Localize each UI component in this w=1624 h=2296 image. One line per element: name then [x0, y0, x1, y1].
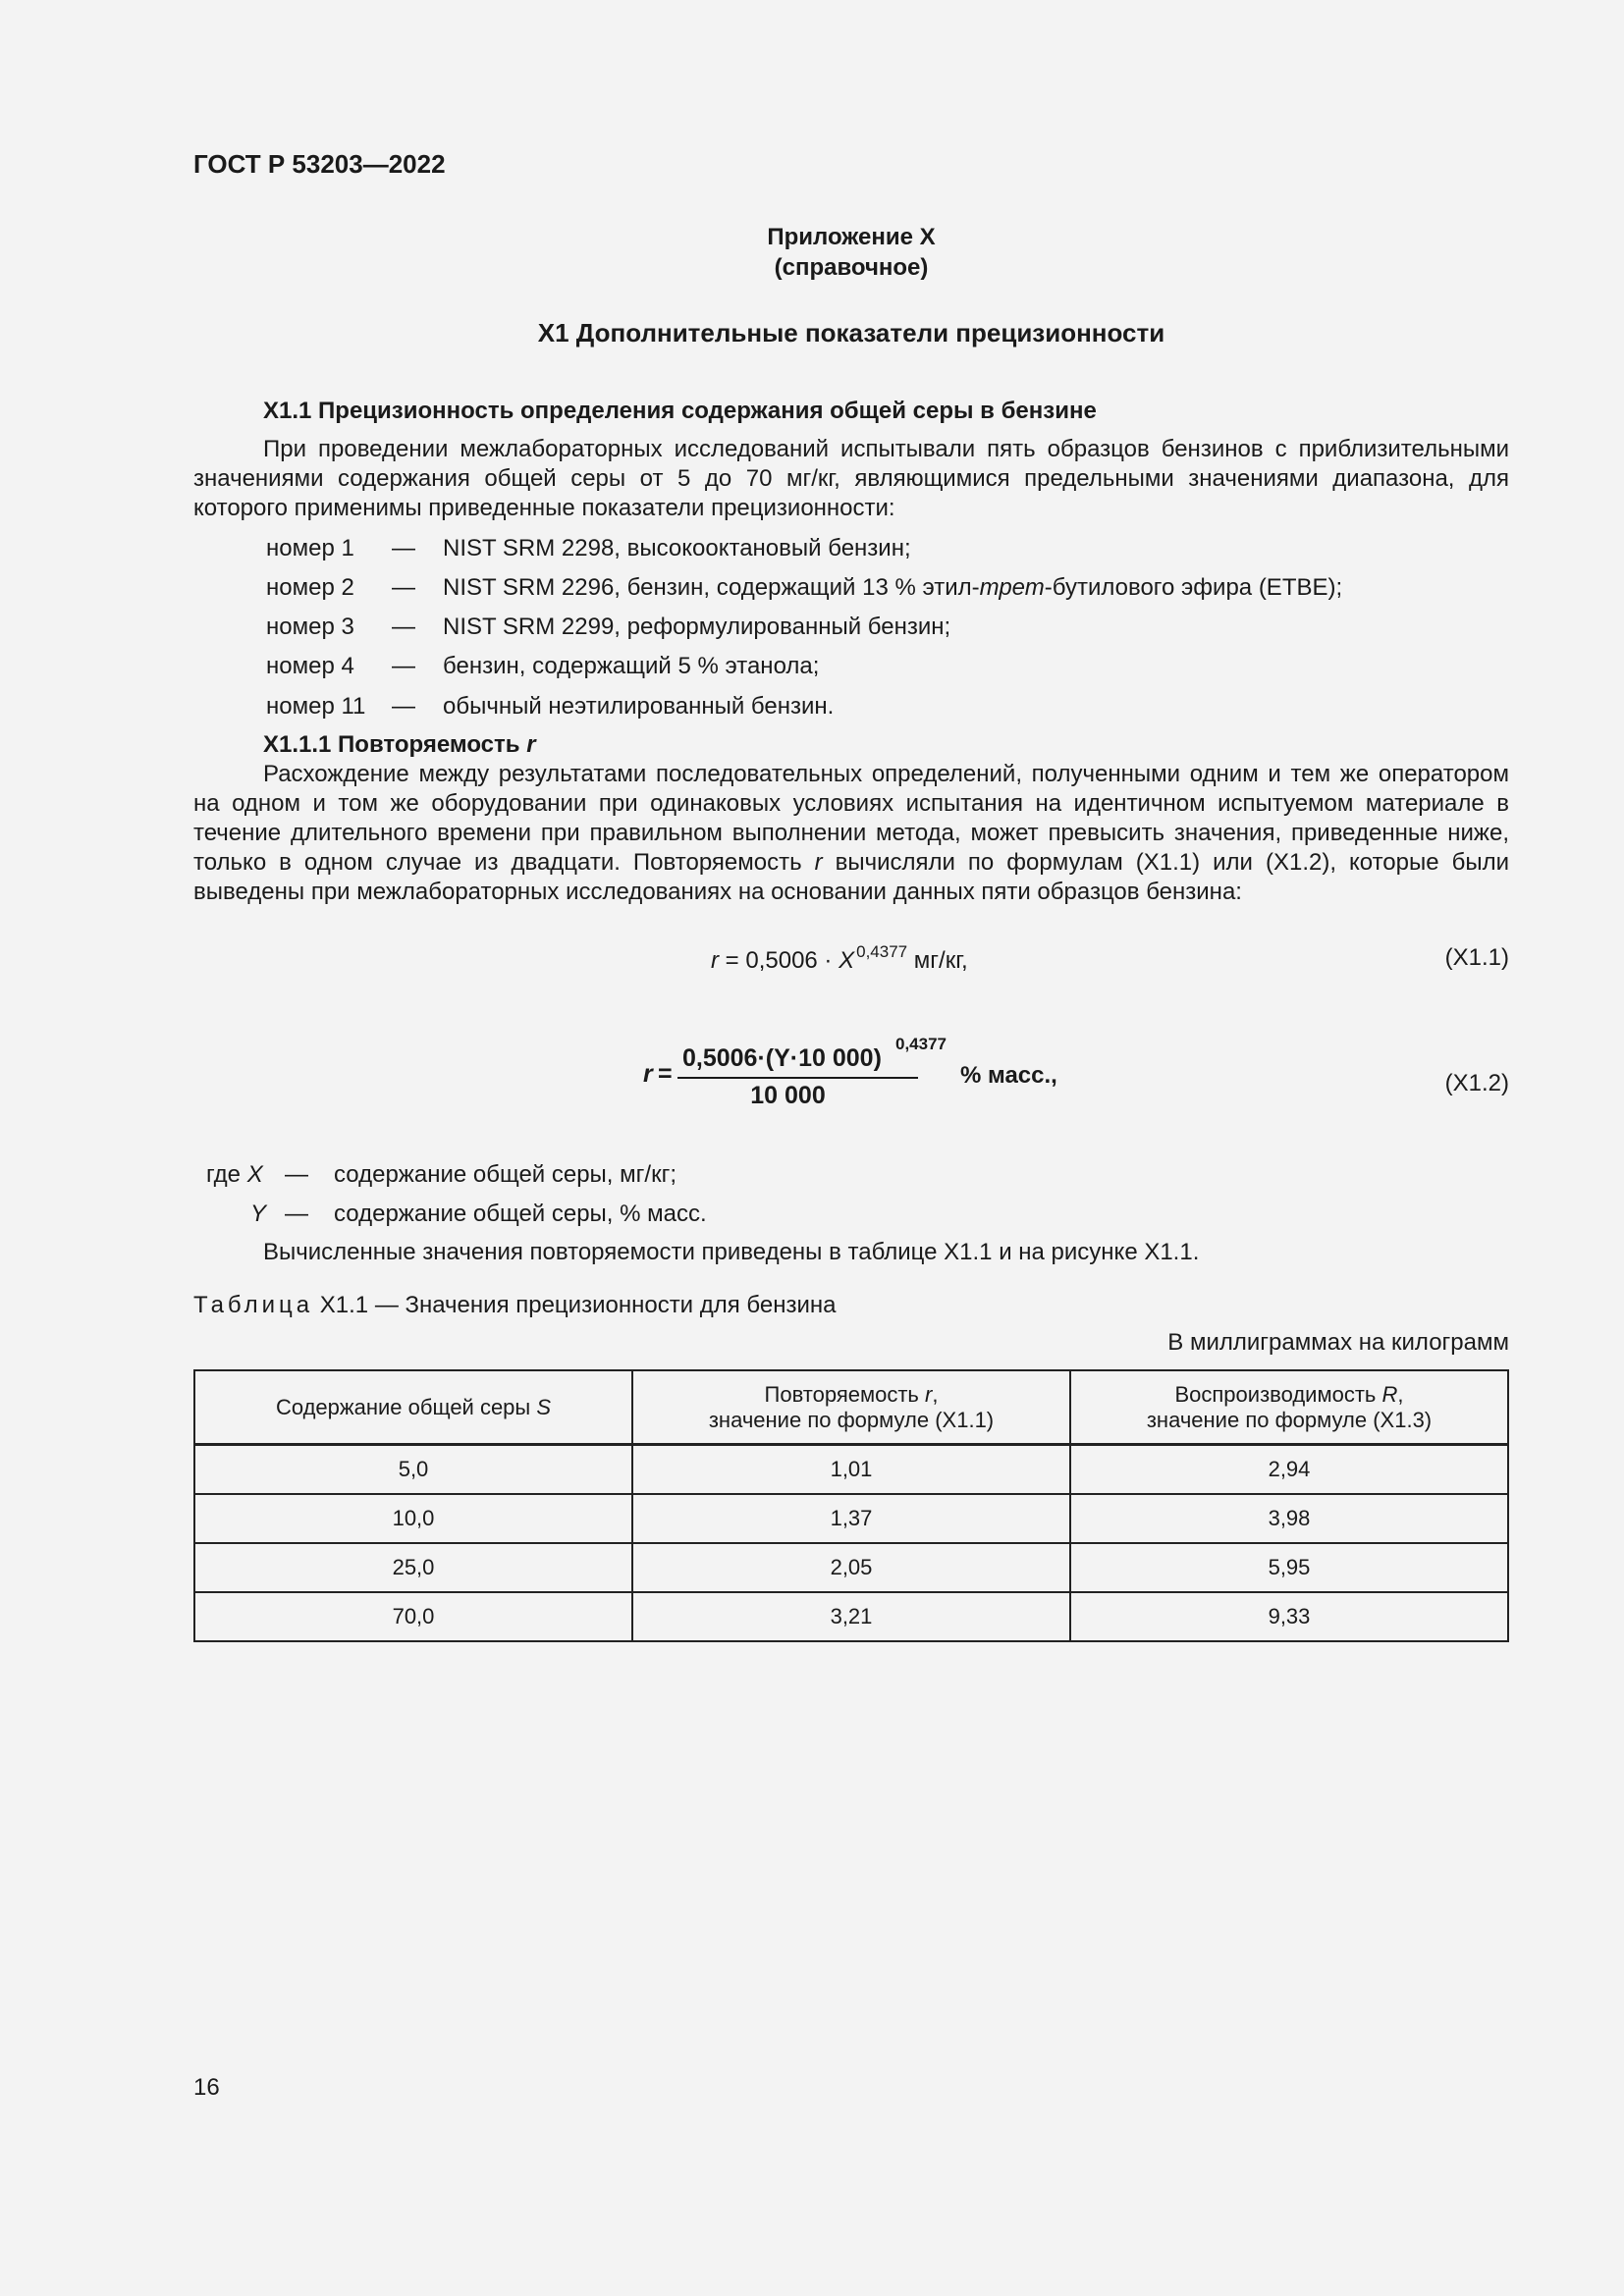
table-row [194, 1543, 1508, 1592]
column-header: Воспроизводимость R, значение по формуле (X1.3) [1070, 1370, 1508, 1445]
table-cell: 3,98 [1070, 1494, 1508, 1543]
table-row [194, 1445, 1508, 1495]
intro-paragraph: При проведении межлабораторных исследований испытывали пять образцов бензинов с приблизительными значениями содержания общей серы от 5 до 70 мг/кг, являющимися предельными значениями диапазона, для которого применимы приведенные показатели прецизионности: [193, 436, 1509, 521]
appendix-type: (справочное) [774, 254, 929, 281]
table-cell: 2,94 [1070, 1445, 1508, 1495]
list-item: номер 3 — NIST SRM 2299, реформулированный бензин; [266, 614, 951, 640]
list-item: номер 2 — NIST SRM 2296, бензин, содержащий 13 % этил-трет-бутилового эфира (ETBE); [266, 574, 1343, 601]
appendix-title: Приложение Х [767, 224, 936, 250]
table-unit-note: В миллиграммах на килограмм [1167, 1329, 1509, 1356]
formula-number: (X1.2) [1444, 1070, 1509, 1096]
table-cell: 5,95 [1070, 1543, 1508, 1592]
where-dash: — [285, 1201, 308, 1227]
where-text: содержание общей серы, % масс. [334, 1201, 707, 1227]
table-cell: 5,0 [194, 1445, 632, 1495]
where-note: Вычисленные значения повторяемости приведены в таблице X1.1 и на рисунке X1.1. [263, 1239, 1200, 1265]
where-var: Y [250, 1201, 267, 1227]
where-dash: — [285, 1161, 308, 1188]
table-row [194, 1494, 1508, 1543]
list-item: номер 4 — бензин, содержащий 5 % этанола; [266, 653, 820, 679]
formula-number: (X1.1) [1444, 944, 1509, 971]
page-number: 16 [193, 2074, 220, 2101]
table-caption: Таблица X1.1 — Значения прецизионности для бензина [193, 1292, 837, 1318]
formula-x1-1: r = 0,5006 · X $^{0,4377}$ мг/кг, [711, 942, 968, 974]
where-line: где X [206, 1161, 263, 1188]
table-header-row [194, 1370, 1508, 1445]
table-cell: 70,0 [194, 1592, 632, 1641]
standard-header: ГОСТ Р 53203—2022 [193, 149, 446, 179]
table-cell: 25,0 [194, 1543, 632, 1592]
column-header: Содержание общей серы S [194, 1370, 632, 1445]
list-item: номер 11 — обычный неэтилированный бензин. [266, 693, 835, 720]
table-cell: 1,37 [632, 1494, 1070, 1543]
column-header: Повторяемость r, значение по формуле (X1.1) [632, 1370, 1070, 1445]
table-cell: 9,33 [1070, 1592, 1508, 1641]
repeatability-paragraph: Расхождение между результатами последовательных определений, полученными одним и тем же оператором на одном и том же оборудовании при одинаковых условиях испытания на идентичном испытуемом материале в течение длительного времени при правильном выполнении метода, может превысить значения, приведенные ниже, только в одном случае из двадцати. Повторяемость r вычисляли по формулам (X1.1) или (X1.2), которые были выведены при межлабораторных исследованиях на основании данных пяти образцов бензина: [193, 761, 1510, 905]
table-row [194, 1592, 1508, 1641]
section-title: X1 Дополнительные показатели прецизионности [537, 318, 1165, 347]
table-cell: 1,01 [632, 1445, 1070, 1495]
subsection-title: X1.1.1 Повторяемость r [263, 731, 536, 758]
table-cell: 10,0 [194, 1494, 632, 1543]
precision-table [193, 1369, 1509, 1642]
where-text: содержание общей серы, мг/кг; [334, 1161, 677, 1188]
fraction-bar [677, 1077, 918, 1079]
table-cell: 2,05 [632, 1543, 1070, 1592]
subsection-title: X1.1 Прецизионность определения содержания общей серы в бензине [263, 398, 1097, 424]
list-item: номер 1 — NIST SRM 2298, высокооктановый бензин; [266, 535, 911, 561]
table-cell: 3,21 [632, 1592, 1070, 1641]
formula-x1-2: r = 0,5006·(Y·10 000) 0,4377 10 000 % масс., [643, 1035, 1057, 1109]
